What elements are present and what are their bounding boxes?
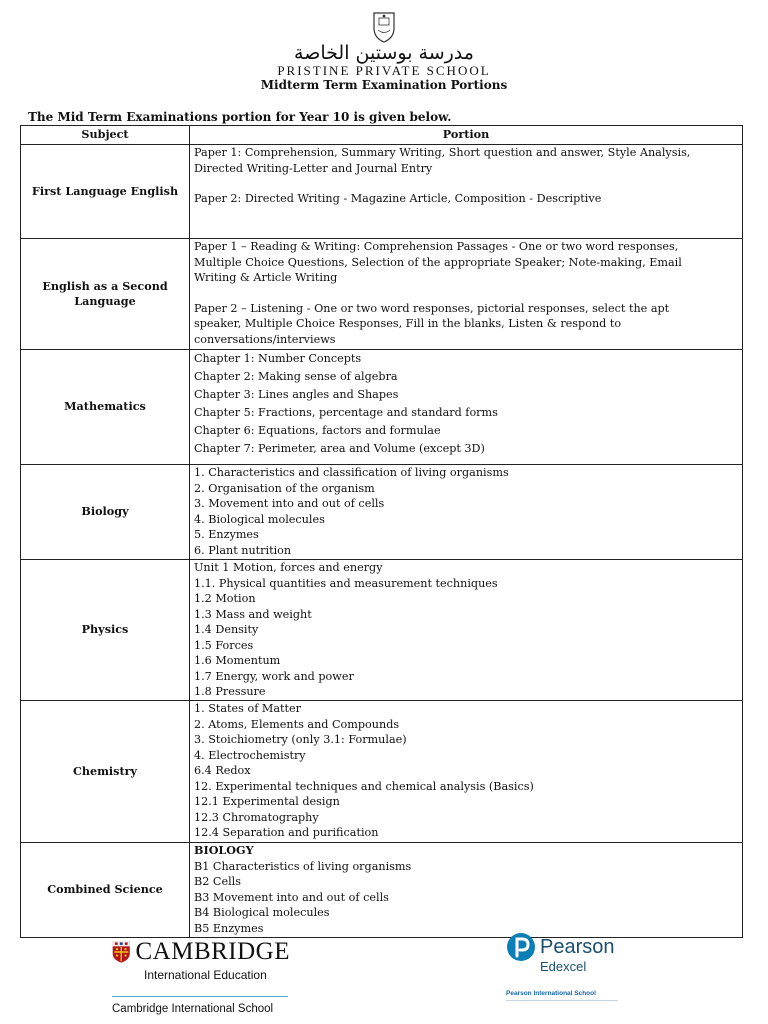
portion-gap [194, 286, 738, 301]
portion-line: B3 Movement into and out of cells [194, 890, 389, 904]
subject-cell: First Language English [21, 145, 190, 239]
portion-line: Paper 2: Directed Writing - Magazine Article, Composition - Descriptive [194, 192, 602, 205]
portion-line: Paper 2 – Listening - One or two word responses, pictorial responses, select the apt [194, 301, 670, 315]
portion-line: 1. Characteristics and classification of living organisms [194, 466, 509, 479]
portion-line: Chapter 5: Fractions, percentage and standard forms [194, 406, 498, 419]
portion-line: 12.1 Experimental design [194, 795, 340, 808]
portion-line: Writing & Article Writing [194, 271, 338, 284]
pearson-school: Pearson International School [506, 990, 596, 997]
pearson-logo-icon [506, 932, 536, 962]
subject-cell: Mathematics [21, 350, 190, 465]
portion-line: 1.1. Physical quantities and measurement techniques [194, 576, 498, 590]
subject-cell: Biology [21, 465, 190, 560]
portion-line: 1.6 Momentum [194, 654, 281, 667]
table-row [21, 145, 743, 239]
portion-gap [194, 176, 738, 191]
portion-cell [190, 560, 743, 701]
portions-table [20, 125, 743, 938]
portion-line: B1 Characteristics of living organisms [194, 859, 412, 873]
portion-line: 1.3 Mass and weight [194, 607, 312, 621]
portion-cell [190, 239, 743, 350]
cambridge-logo [112, 936, 290, 1015]
portion-line: 6. Plant nutrition [194, 543, 292, 557]
portion-line: Paper 1: Comprehension, Summary Writing, Short question and answer, Style Analysis, [194, 146, 691, 159]
portion-line: B4 Biological molecules [194, 906, 330, 919]
pearson-logo [506, 932, 621, 1001]
portion-line: 12.3 Chromatography [194, 810, 319, 824]
portion-line: Multiple Choice Questions, Selection of the appropriate Speaker; Note-making, Email [194, 255, 682, 269]
portion-cell [190, 350, 743, 465]
portion-line: 1. States of Matter [194, 702, 301, 715]
portion-line: 3. Movement into and out of cells [194, 497, 385, 510]
portion-line: 4. Electrochemistry [194, 748, 306, 762]
pearson-edexcel: Edexcel [540, 959, 587, 974]
portion-line: 1.2 Motion [194, 592, 256, 605]
portion-line: Chapter 2: Making sense of algebra [194, 370, 398, 383]
intro-text: The Mid Term Examinations portion for Year 10 is given below. [28, 110, 452, 124]
cambridge-school: Cambridge International School [112, 1003, 274, 1015]
portion-line: 5. Enzymes [194, 528, 259, 541]
portion-cell [190, 145, 743, 239]
cambridge-name: CAMBRIDGE [135, 938, 290, 965]
document-title: Midterm Term Examination Portions [260, 78, 508, 92]
portion-line: speaker, Multiple Choice Responses, Fill in the blanks, Listen & respond to [194, 317, 622, 330]
portion-line: 2. Organisation of the organism [194, 481, 375, 495]
school-crest-icon [370, 10, 398, 44]
pearson-divider [506, 1000, 618, 1001]
school-name-english: PRISTINE PRIVATE SCHOOL [277, 63, 491, 78]
portion-line: B5 Enzymes [194, 921, 264, 935]
subject-cell: English as a Second Language [21, 239, 190, 350]
cambridge-divider [112, 996, 288, 997]
portion-line: BIOLOGY [194, 843, 254, 857]
portion-line: 3. Stoichiometry (only 3.1: Formulae) [194, 733, 407, 746]
portion-line: B2 Cells [194, 875, 241, 888]
document-header [0, 10, 768, 92]
table-row [21, 239, 743, 350]
portion-line: 1.8 Pressure [194, 685, 266, 698]
subject-cell: Chemistry [21, 701, 190, 843]
cambridge-subtitle: International Education [144, 968, 267, 982]
portion-column-header: Portion [190, 126, 743, 145]
pearson-name: Pearson [540, 936, 615, 958]
subject-cell: Physics [21, 560, 190, 701]
portion-line: 12. Experimental techniques and chemical analysis (Basics) [194, 779, 534, 793]
portion-cell [190, 843, 743, 938]
portion-line: Chapter 7: Perimeter, area and Volume (except 3D) [194, 442, 485, 455]
portion-line: Unit 1 Motion, forces and energy [194, 561, 383, 574]
table-row [21, 701, 743, 843]
subject-column-header: Subject [21, 126, 190, 145]
portion-line: Directed Writing-Letter and Journal Entry [194, 161, 433, 175]
table-row [21, 465, 743, 560]
table-header-row [21, 126, 743, 145]
portion-line: 1.7 Energy, work and power [194, 669, 354, 683]
cambridge-shield-icon [112, 936, 130, 968]
portion-line: Chapter 6: Equations, factors and formulae [194, 424, 441, 437]
portion-line: Chapter 1: Number Concepts [194, 352, 362, 365]
portion-cell [190, 701, 743, 843]
school-name-arabic: مدرسة بوستين الخاصة [294, 42, 474, 64]
table-row [21, 843, 743, 938]
portion-cell [190, 465, 743, 560]
portion-line: 1.5 Forces [194, 638, 254, 652]
portion-line: 1.4 Density [194, 623, 259, 636]
portion-line: Paper 1 – Reading & Writing: Comprehension Passages - One or two word responses, [194, 240, 679, 253]
portion-line: Chapter 3: Lines angles and Shapes [194, 388, 399, 401]
table-row [21, 560, 743, 701]
table-body [21, 145, 743, 938]
portion-line: 2. Atoms, Elements and Compounds [194, 717, 400, 731]
portion-line: 4. Biological molecules [194, 512, 325, 526]
subject-cell: Combined Science [21, 843, 190, 938]
portion-line: 12.4 Separation and purification [194, 826, 379, 839]
table-row [21, 350, 743, 465]
portion-line: 6.4 Redox [194, 764, 251, 777]
portion-line: conversations/interviews [194, 332, 336, 346]
